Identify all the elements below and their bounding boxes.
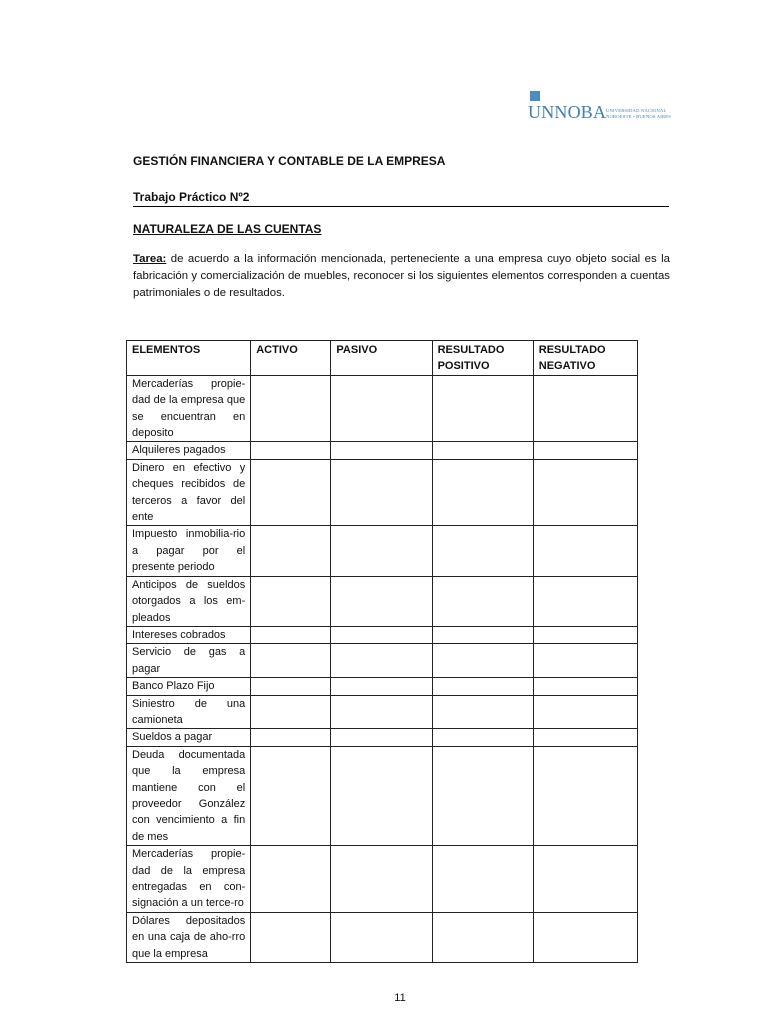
- resultado-positivo-answer-cell[interactable]: [432, 846, 533, 913]
- activo-answer-cell[interactable]: [251, 912, 331, 962]
- table-row: [127, 729, 638, 746]
- table-row: [127, 678, 638, 695]
- task-text: de acuerdo a la información mencionada, perteneciente a una empresa cuyo objeto social es la fabricación y comercialización de muebles, reconocer si los siguientes elementos corresponden a cuentas patrimoniales o de resultados.: [133, 253, 670, 299]
- pasivo-answer-cell[interactable]: [331, 912, 432, 962]
- table-row: [127, 695, 638, 729]
- activo-answer-cell[interactable]: [251, 729, 331, 746]
- element-cell: Anticipos de sueldos otorgados a los em-pleados: [127, 576, 251, 626]
- table-row: [127, 526, 638, 576]
- activo-answer-cell[interactable]: [251, 459, 331, 526]
- pasivo-answer-cell[interactable]: [331, 746, 432, 845]
- pasivo-answer-cell[interactable]: [331, 442, 432, 459]
- element-cell: Mercaderías propie-dad de la empresa entregadas en con-signación a un terce-ro: [127, 846, 251, 913]
- resultado-positivo-answer-cell[interactable]: [432, 626, 533, 643]
- element-cell: Banco Plazo Fijo: [127, 678, 251, 695]
- resultado-negativo-answer-cell[interactable]: [533, 644, 637, 678]
- activo-answer-cell[interactable]: [251, 678, 331, 695]
- university-logo: [528, 89, 673, 125]
- resultado-positivo-answer-cell[interactable]: [432, 442, 533, 459]
- element-cell: Dinero en efectivo y cheques recibidos de terceros a favor del ente: [127, 459, 251, 526]
- resultado-positivo-answer-cell[interactable]: [432, 576, 533, 626]
- table-row: [127, 442, 638, 459]
- activo-answer-cell[interactable]: [251, 375, 331, 442]
- resultado-negativo-answer-cell[interactable]: [533, 695, 637, 729]
- activo-answer-cell[interactable]: [251, 576, 331, 626]
- header-pasivo: PASIVO: [331, 341, 432, 376]
- resultado-positivo-answer-cell[interactable]: [432, 746, 533, 845]
- logo-subtitle-line-2: NOROESTE • BUENOS AIRES: [606, 114, 672, 119]
- activo-answer-cell[interactable]: [251, 442, 331, 459]
- activo-answer-cell[interactable]: [251, 746, 331, 845]
- resultado-positivo-answer-cell[interactable]: [432, 678, 533, 695]
- document-title: GESTIÓN FINANCIERA Y CONTABLE DE LA EMPRESA: [133, 154, 446, 168]
- resultado-negativo-answer-cell[interactable]: [533, 459, 637, 526]
- resultado-positivo-answer-cell[interactable]: [432, 912, 533, 962]
- pasivo-answer-cell[interactable]: [331, 576, 432, 626]
- activo-answer-cell[interactable]: [251, 695, 331, 729]
- resultado-negativo-answer-cell[interactable]: [533, 626, 637, 643]
- pasivo-answer-cell[interactable]: [331, 678, 432, 695]
- pasivo-answer-cell[interactable]: [331, 375, 432, 442]
- header-activo: ACTIVO: [251, 341, 331, 376]
- header-elementos: ELEMENTOS: [127, 341, 251, 376]
- resultado-negativo-answer-cell[interactable]: [533, 442, 637, 459]
- pasivo-answer-cell[interactable]: [331, 695, 432, 729]
- header-resultado-positivo: RESULTADO POSITIVO: [432, 341, 533, 376]
- resultado-positivo-answer-cell[interactable]: [432, 526, 533, 576]
- table-row: [127, 746, 638, 845]
- element-cell: Impuesto inmobilia-rio a pagar por el presente periodo: [127, 526, 251, 576]
- element-cell: Sueldos a pagar: [127, 729, 251, 746]
- resultado-negativo-answer-cell[interactable]: [533, 576, 637, 626]
- resultado-positivo-answer-cell[interactable]: [432, 729, 533, 746]
- table-row: [127, 846, 638, 913]
- activo-answer-cell[interactable]: [251, 626, 331, 643]
- header-resultado-negativo: RESULTADO NEGATIVO: [533, 341, 637, 376]
- element-cell: Servicio de gas a pagar: [127, 644, 251, 678]
- logo-subtitle-line-1: UNIVERSIDAD NACIONAL: [606, 108, 667, 113]
- resultado-negativo-answer-cell[interactable]: [533, 678, 637, 695]
- section-heading: NATURALEZA DE LAS CUENTAS: [133, 222, 322, 236]
- resultado-positivo-answer-cell[interactable]: [432, 695, 533, 729]
- accounts-table: [126, 340, 638, 963]
- resultado-negativo-answer-cell[interactable]: [533, 746, 637, 845]
- table-row: [127, 375, 638, 442]
- element-cell: Dólares depositados en una caja de aho-rro que la empresa: [127, 912, 251, 962]
- table-row: [127, 626, 638, 643]
- table-row: [127, 644, 638, 678]
- element-cell: Mercaderías propie-dad de la empresa que se encuentran en deposito: [127, 375, 251, 442]
- activo-answer-cell[interactable]: [251, 644, 331, 678]
- task-paragraph: [133, 251, 670, 302]
- pasivo-answer-cell[interactable]: [331, 846, 432, 913]
- element-cell: Siniestro de una camioneta: [127, 695, 251, 729]
- table-row: [127, 459, 638, 526]
- resultado-positivo-answer-cell[interactable]: [432, 644, 533, 678]
- element-cell: Deuda documentada que la empresa mantiene con el proveedor González con vencimiento a fin de mes: [127, 746, 251, 845]
- resultado-negativo-answer-cell[interactable]: [533, 375, 637, 442]
- task-label: Tarea:: [133, 253, 167, 265]
- resultado-positivo-answer-cell[interactable]: [432, 375, 533, 442]
- logo-square-icon: [530, 91, 540, 101]
- logo-subtitle: [606, 108, 676, 120]
- element-cell: Alquileres pagados: [127, 442, 251, 459]
- table-row: [127, 912, 638, 962]
- activo-answer-cell[interactable]: [251, 526, 331, 576]
- resultado-negativo-answer-cell[interactable]: [533, 912, 637, 962]
- resultado-negativo-answer-cell[interactable]: [533, 729, 637, 746]
- resultado-negativo-answer-cell[interactable]: [533, 526, 637, 576]
- element-cell: Intereses cobrados: [127, 626, 251, 643]
- table-header-row: [127, 341, 638, 376]
- pasivo-answer-cell[interactable]: [331, 526, 432, 576]
- pasivo-answer-cell[interactable]: [331, 459, 432, 526]
- pasivo-answer-cell[interactable]: [331, 644, 432, 678]
- activo-answer-cell[interactable]: [251, 846, 331, 913]
- pasivo-answer-cell[interactable]: [331, 729, 432, 746]
- table-row: [127, 576, 638, 626]
- pasivo-answer-cell[interactable]: [331, 626, 432, 643]
- logo-wordmark: UNNOBA: [528, 102, 607, 122]
- document-subtitle: Trabajo Práctico Nº2: [133, 190, 669, 207]
- resultado-positivo-answer-cell[interactable]: [432, 459, 533, 526]
- resultado-negativo-answer-cell[interactable]: [533, 846, 637, 913]
- page-number: 11: [394, 992, 406, 1004]
